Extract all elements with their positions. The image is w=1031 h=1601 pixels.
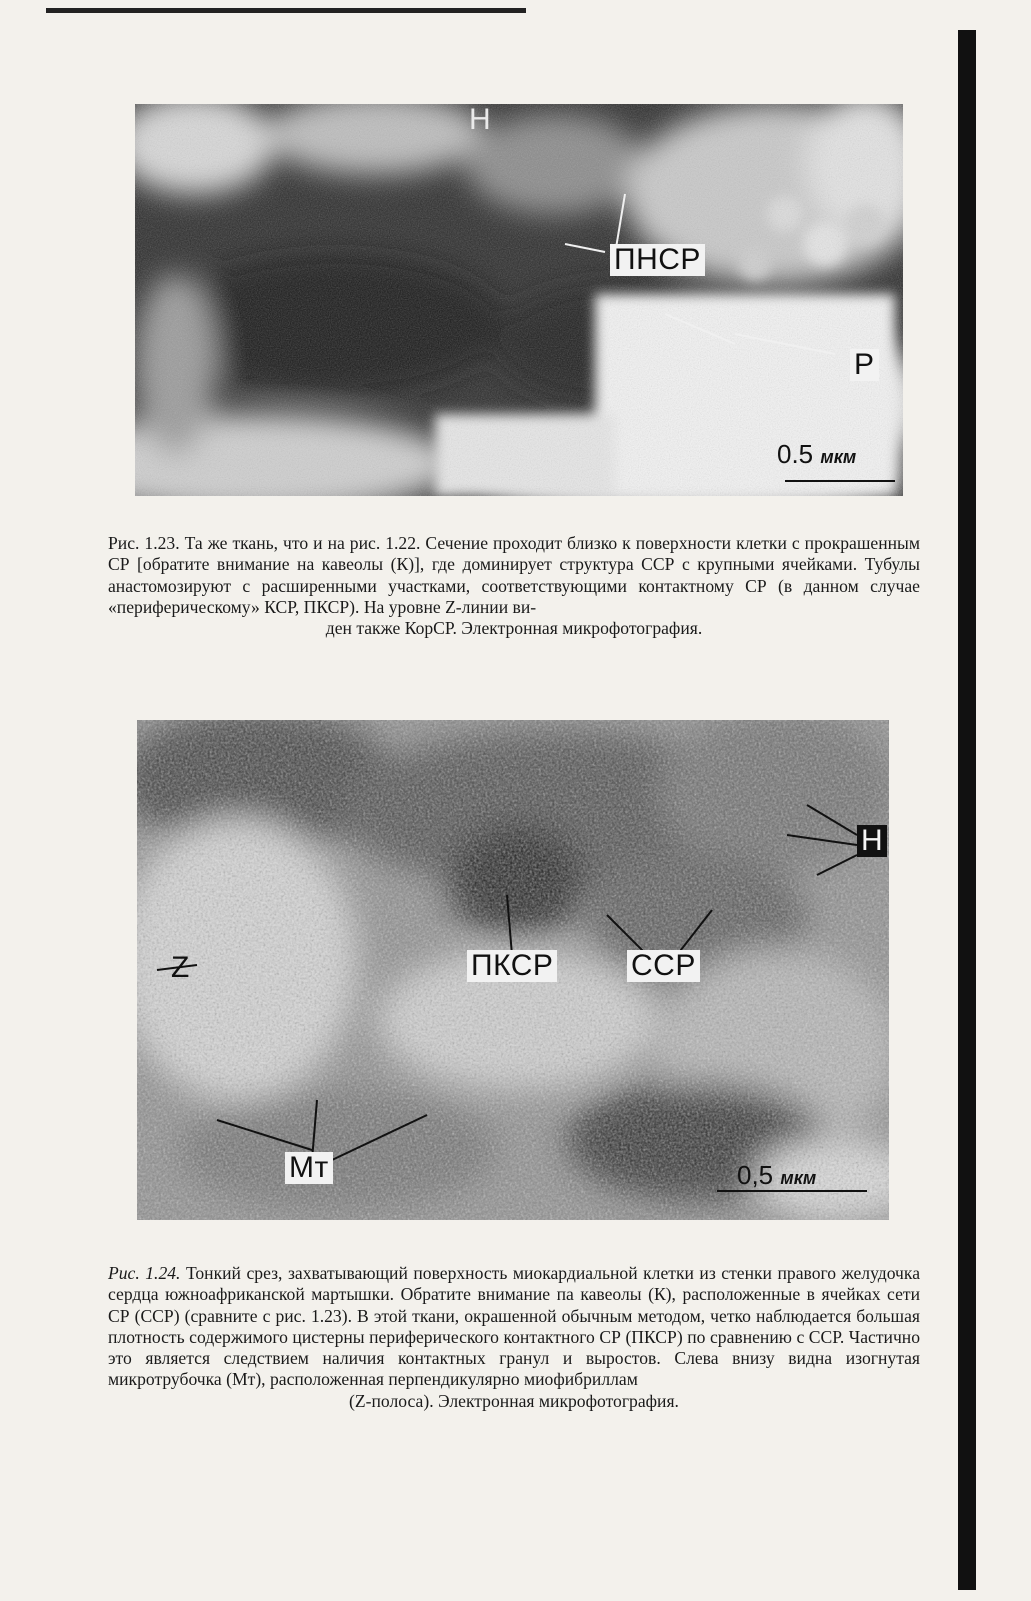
micrograph-1-23 — [135, 104, 903, 496]
label-z: Z — [171, 951, 190, 984]
label-h: Н — [469, 104, 492, 136]
scale-unit-1: мкм — [820, 447, 857, 467]
caption-fig-1-23 — [108, 533, 920, 639]
scale-bar-1 — [785, 480, 895, 482]
caption-1-23-text: Та же ткань, что и на рис. 1.22. Сечение проходит близко к поверхности клетки с прокрашенным СР [обратите внимание на кавеолы (К)], где доминирует структура ССР с крупными ячейками. Тубулы анастомозируют с расширенными участками, соответствующими контактному СР (в данном случае «периферическому» КСР, ПКСР). На уровне Z-линии ви- — [108, 533, 920, 617]
caption-fig-1-24 — [108, 1263, 920, 1412]
scale-label-1 — [777, 439, 856, 470]
caption-1-24-last-line: (Z-полоса). Электронная микрофотография. — [349, 1390, 679, 1411]
top-rule — [46, 8, 526, 13]
label-pksr: ПКСР — [467, 950, 557, 982]
scale-value-1: 0.5 — [777, 439, 814, 469]
label-mt: Мт — [285, 1152, 333, 1184]
caption-1-23-last-line: ден также КорСР. Электронная микрофотография. — [325, 618, 703, 639]
scale-value-2: 0,5 — [737, 1160, 774, 1190]
caption-1-24-text: Тонкий срез, захватывающий поверхность миокардиальной клетки из стенки правого желудочка сердца южноафриканской мартышки. Обратите внимание па кавеолы (К), расположенные в ячейках сети СР (ССР) (сравните с рис. 1.23). В этой ткани, окрашенной обычным методом, четко наблюдается большая плотность содержимого цистерны периферического контактного СР (ПКСР) по сравнению с ССР. Частично это является следствием наличия контактных гранул и выростов. Слева внизу видна изогнутая микротрубочка (Мт), расположенная перпендикулярно миофибриллам — [108, 1263, 920, 1390]
caption-1-23-number: Рис. 1.23. — [108, 533, 180, 553]
label-ssr: ССР — [627, 950, 700, 982]
page-edge-bar — [958, 30, 976, 1590]
caption-1-24-number: Рис. 1.24. — [108, 1263, 181, 1283]
scale-unit-2: мкм — [780, 1168, 817, 1188]
scale-label-2 — [737, 1160, 816, 1191]
scale-bar-2 — [717, 1190, 867, 1192]
label-h-2: Н — [857, 825, 887, 857]
micrograph-1-23-image — [135, 104, 903, 496]
label-p: P — [850, 349, 879, 381]
label-pnsr: ПНСР — [610, 244, 705, 276]
micrograph-1-24 — [137, 720, 889, 1220]
